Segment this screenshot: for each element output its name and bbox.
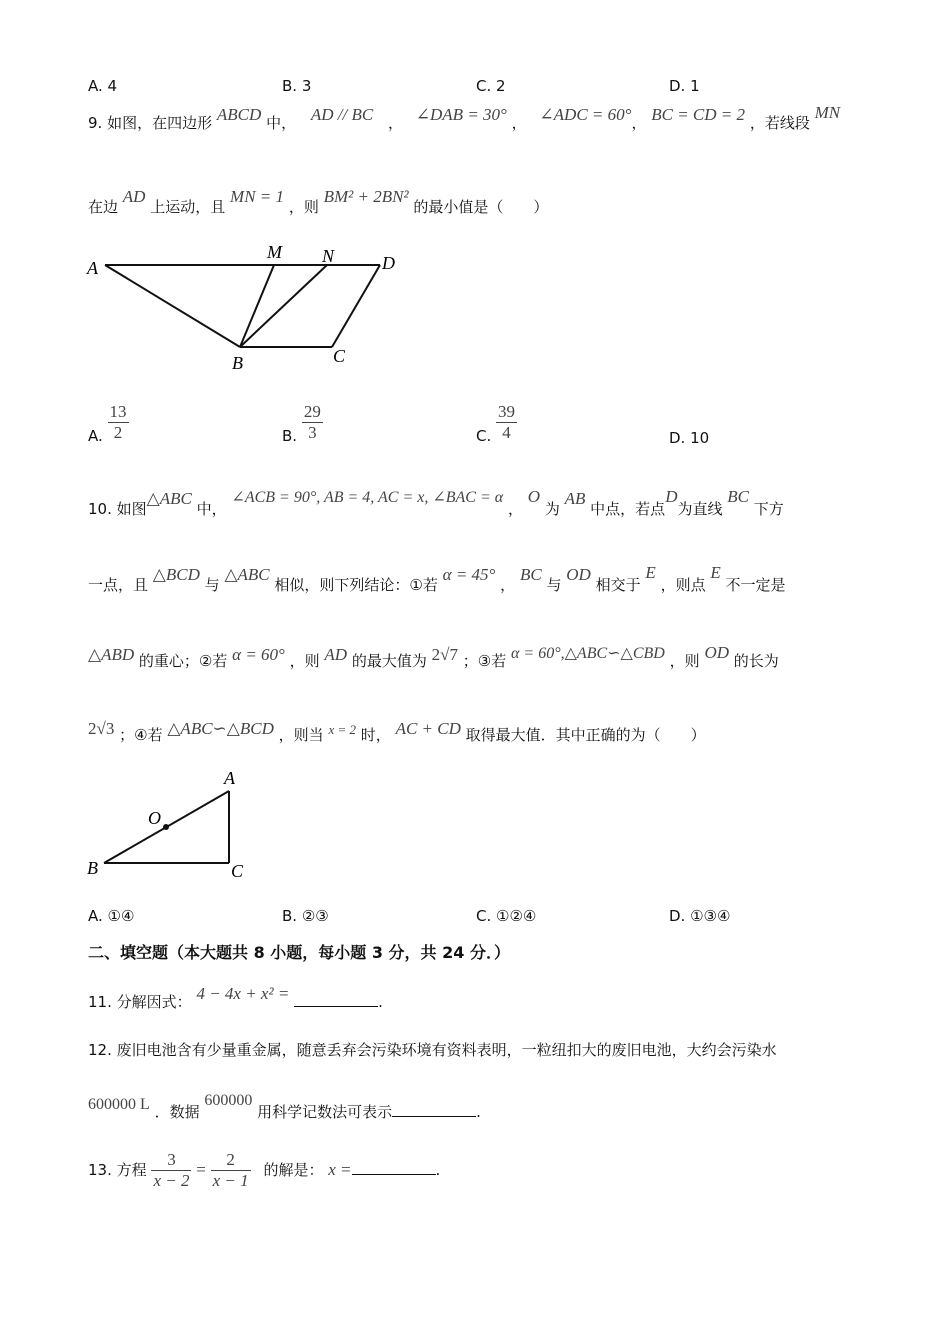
- answer-blank[interactable]: [294, 990, 378, 1007]
- segment-cd: [332, 265, 380, 347]
- q12-number: 12.: [88, 1041, 112, 1059]
- label-C: C: [333, 346, 346, 366]
- answer-blank[interactable]: [392, 1100, 476, 1117]
- q9-option-d: D. 10: [669, 429, 710, 447]
- q8-option-b: B. 3: [282, 77, 312, 95]
- q10-line-3: △ABD 的重心；②若 α = 60° ，则 AD 的最大值为 2√7 ；③若 α = 60°,△ABC∽△CBD ，则 OD 的长为: [88, 643, 779, 670]
- segment-bm: [240, 265, 274, 347]
- q9-option-a: A. $\frac{13}{2}$: [88, 402, 127, 445]
- q9-number: 9.: [88, 114, 103, 132]
- segment-bn: [240, 265, 327, 347]
- q8-option-d: D. 1: [669, 77, 700, 95]
- segment-ab: [105, 265, 240, 347]
- label-A: A: [224, 768, 235, 788]
- q10-number: 10.: [88, 500, 112, 518]
- label-A: A: [87, 258, 98, 278]
- q12-line-1: 12. 废旧电池含有少量重金属，随意丢弃会污染环境有资料表明，一粒纽扣大的废旧电池，大约会污染水: [88, 1041, 777, 1059]
- label-C: C: [231, 861, 244, 881]
- q10-line-1: 10. 如图△ABC 中， ∠ACB = 90°, AB = 4, AC = x, ∠BAC = α ， O 为 AB 中点，若点D为直线 BC 下方: [88, 487, 784, 518]
- label-O: O: [148, 808, 161, 828]
- q9-option-c: C. $\frac{39}{4}$: [476, 402, 516, 445]
- section-heading: 二、填空题（本大题共 8 小题，每小题 3 分，共 24 分．）: [88, 943, 510, 962]
- answer-blank[interactable]: [352, 1158, 436, 1175]
- q11-number: 11.: [88, 993, 112, 1011]
- q10-option-a: A. ①④: [88, 907, 135, 925]
- q10-figure: [80, 765, 260, 885]
- fraction: $\frac{39}{4}$: [498, 402, 516, 442]
- q10-line-4: 2√3 ；④若 △ABC∽△BCD ，则当 x = 2 时， AC + CD 取得最大值．其中正确的为（ ）: [88, 719, 706, 744]
- label-N: N: [322, 246, 335, 266]
- point-o: [163, 824, 169, 830]
- fraction: $\frac{13}{2}$: [109, 402, 127, 442]
- fraction-right: $\frac{2}{x - 1}$: [212, 1150, 249, 1190]
- q12-line-2: 600000 L ．数据 600000 用科学记数法可表示 .: [88, 1092, 481, 1121]
- q11: 11. 分解因式： 4 − 4x + x² = .: [88, 984, 383, 1011]
- q9-figure: [80, 238, 410, 378]
- fraction: $\frac{29}{3}$: [303, 402, 321, 442]
- q13-number: 13.: [88, 1161, 112, 1179]
- fraction-left: $\frac{3}{x - 2}$: [153, 1150, 190, 1190]
- q9-line-1: 9. 如图，在四边形 ABCD 中， AD // BC ， ∠DAB = 30° ， ∠ADC = 60°， BC = CD = 2 ，若线段 MN: [88, 103, 841, 132]
- q8-option-a: A. 4: [88, 77, 118, 95]
- q10-option-b: B. ②③: [282, 907, 329, 925]
- label-D: D: [382, 253, 395, 273]
- q13: 13. 方程 $\frac{3}{x - 2}$ = $\frac{2}{x - 1}$ 的解是： x = .: [88, 1150, 441, 1190]
- label-B: B: [87, 858, 98, 878]
- label-M: M: [267, 242, 282, 262]
- q9-line-2: 在边 AD 上运动，且 MN = 1 ，则 BM² + 2BN² 的最小值是（ ）: [88, 187, 549, 216]
- q10-option-c: C. ①②④: [476, 907, 537, 925]
- q10-line-2: 一点，且 △BCD 与 △ABC 相似，则下列结论：①若 α = 45° ， BC 与 OD 相交于 E ，则点 E 不一定是: [88, 563, 786, 594]
- q9-option-b: B. $\frac{29}{3}$: [282, 402, 321, 445]
- q8-option-c: C. 2: [476, 77, 506, 95]
- q10-option-d: D. ①③④: [669, 907, 731, 925]
- label-B: B: [232, 353, 243, 373]
